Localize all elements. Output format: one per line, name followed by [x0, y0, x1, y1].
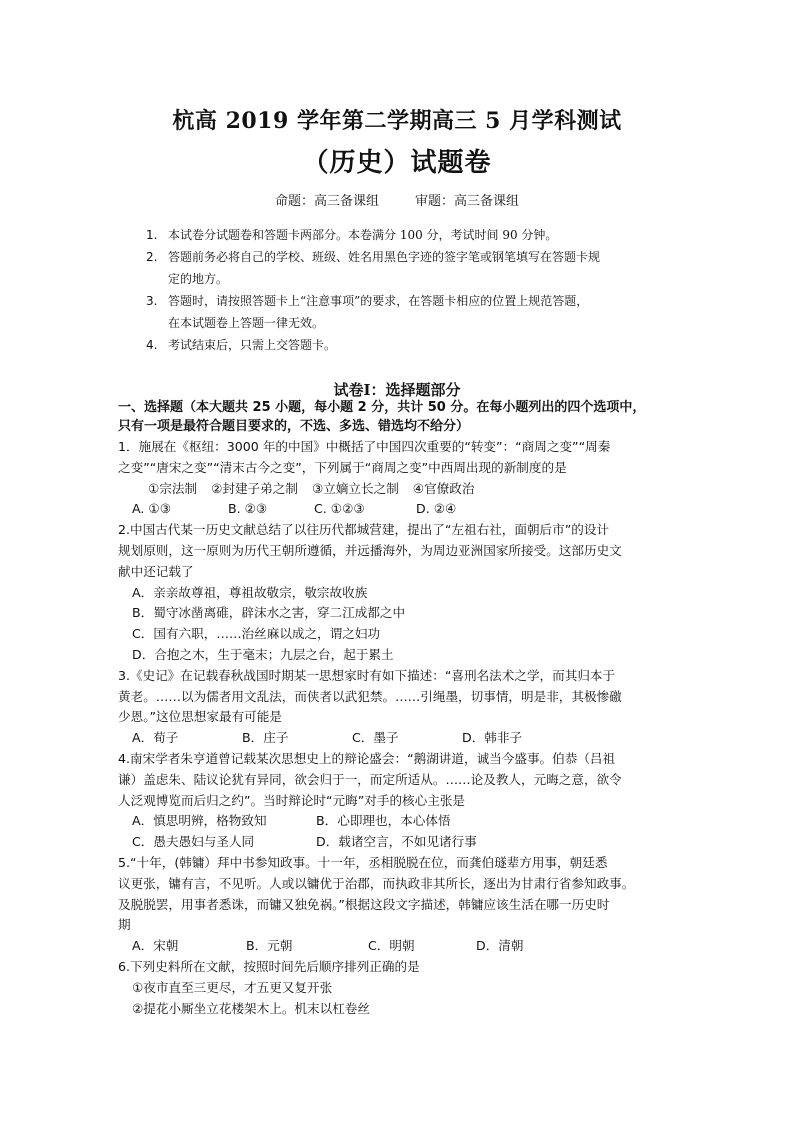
question-6: 6.下列史料所在文献，按照时间先后顺序排列正确的是 ①夜市直至三更尽，才五更又复开张 ②提花小厮坐立花楼架木上。机末以杠卷丝 [118, 957, 680, 1019]
exam-title: 杭高 2019 学年第二学期高三 5 月学科测试 [172, 108, 622, 134]
setter-label: 命题：高三备课组 [274, 194, 379, 209]
answer-options: A．荀子 B．庄子 C．墨子 D．韩非子 [132, 730, 523, 746]
question-1: 1．施展在《枢纽：3000 年的中国》中概括了中国四次重要的“转变”：“商周之变”“周秦 之变”“唐宋之变”“清末古今之变”，下列属于“商周之变”中西周出现的新制度的是 ①宗法制 ②封建子弟之制 ③立嫡立长之制 ④官僚政治 A. ①③ B. ②③ C. ①②③ D. ②④ [118, 437, 680, 520]
part-title: 试卷Ⅰ：选择题部分 [333, 381, 461, 399]
answer-option: A．亲亲故尊祖，尊祖故敬宗，敬宗故收族 [132, 584, 368, 600]
source-item: ②提花小厮坐立花楼架木上。机末以杠卷丝 [132, 1000, 370, 1016]
authors-line [0, 190, 794, 209]
answer-option: D．合抱之木，生于毫末；九层之台，起于累土 [132, 646, 394, 662]
instruction-item: 4. 考试结束后，只需上交答题卡。 [146, 338, 337, 352]
reviewer-label: 审题：高三备课组 [415, 194, 520, 209]
exam-instructions [146, 224, 686, 356]
source-item: ①夜市直至三更尽，才五更又复开张 [132, 979, 333, 995]
question-5: 5.“十年，(韩镛）拜中书参知政事。十一年，丞相脱脱在位，而龚伯璲辈方用事，朝廷悉 议更张，镛有言，不见听。人或以镛优于治郡，而执政非其所长，逐出为甘肃行省参知政事。 及脱脱罢，用事者悉诛，而镛又独免祸。”根据这段文字描述，韩镛应该生活在哪一历史时 期 A．宋朝 B．元朝 C．明朝 D．清朝 [118, 853, 680, 957]
answer-option: C．国有六职，……治丝麻以成之，谓之妇功 [132, 626, 381, 642]
answer-options: A．宋朝 B．元朝 C．明朝 D．清朝 [132, 938, 524, 954]
answer-options: A．慎思明辨，格物致知 B．心即理也，本心体悟 [132, 813, 451, 829]
instruction-item: 1. 本试卷分试题卷和答题卡两部分。本卷满分 100 分，考试时间 90 分钟。 [146, 228, 558, 242]
exam-subtitle: （历史）试题卷 [302, 148, 492, 178]
question-4: 4.南宋学者朱亨道曾记载某次思想史上的辩论盛会：“鹅湖讲道，诚当今盛事。伯恭（吕祖 谦）盖虑朱、陆议论犹有异同，欲会归于一，而定所适从。……论及教人，元晦之意，欲令 人泛观博览而后归之约”。当时辩论时“元晦”对手的核心主张是 A．慎思明辨，格物致知 B．心即理也，本心体悟 C．愚夫愚妇与圣人同 D．载诸空言，不如见诸行事 [118, 749, 680, 853]
question-items: ①宗法制 ②封建子弟之制 ③立嫡立长之制 ④官僚政治 [148, 480, 475, 496]
answer-option: B．蜀守冰凿离碓，辟沫水之害，穿二江成都之中 [132, 605, 406, 621]
question-2: 2.中国古代某一历史文献总结了以往历代都城营建，提出了“左祖右社，面朝后市”的设计 规划原则，这一原则为历代王朝所遵循，并远播海外，为周边亚洲国家所接受。这部历史文 献中还记载了 A．亲亲故尊祖，尊祖故敬宗，敬宗故收族 B．蜀守冰凿离碓，辟沫水之害，穿二江成都之中 C．国有六职，……治丝麻以成之，谓之妇功 D．合抱之木，生于毫末；九层之台，起于累土 [118, 520, 680, 666]
instruction-item: 2. 答题前务必将自己的学校、班级、姓名用黑色字迹的签字笔或钢笔填写在答题卡规 定的地方。 [146, 250, 601, 286]
section-heading: 一、选择题（本大题共 25 小题，每小题 2 分，共计 50 分。在每小题列出的四个选项中， 只有一项是最符合题目要求的，不选、多选、错选均不给分） [118, 400, 646, 434]
questions [118, 437, 680, 1019]
instruction-item: 3. 答题时，请按照答题卡上“注意事项”的要求，在答题卡相应的位置上规范答题， 在本试题卷上答题一律无效。 [146, 294, 589, 330]
answer-options: A. ①③ B. ②③ C. ①②③ D. ②④ [132, 501, 457, 517]
answer-options: C．愚夫愚妇与圣人同 D．载诸空言，不如见诸行事 [132, 834, 477, 850]
question-3: 3.《史记》在记载春秋战国时期某一思想家时有如下描述：“喜刑名法术之学，而其归本于 黄老。……以为儒者用文乱法，而侠者以武犯禁。……引绳墨，切事情，明是非，其极惨礉 少恩。”这位思想家最有可能是 A．荀子 B．庄子 C．墨子 D．韩非子 [118, 666, 680, 749]
